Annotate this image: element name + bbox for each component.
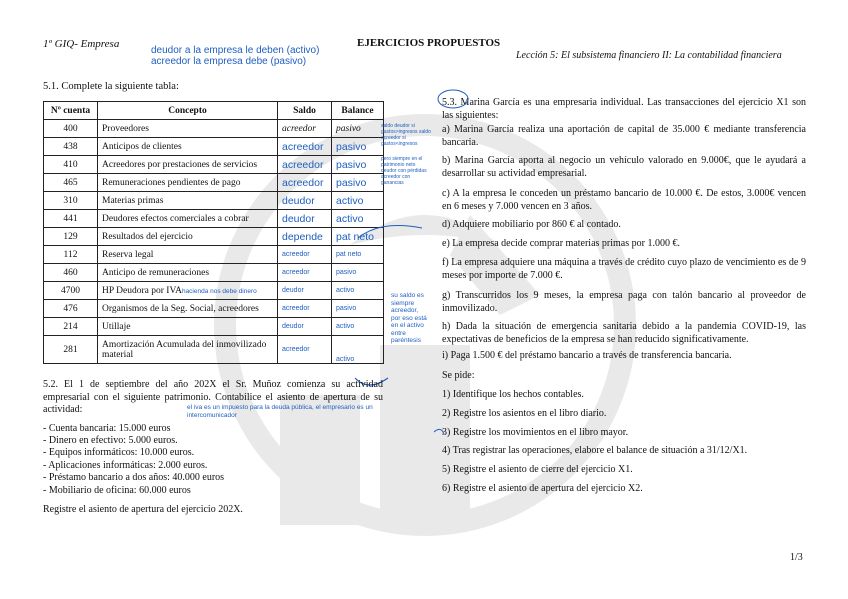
cell-concept: Acreedores por prestaciones de servicios bbox=[98, 156, 278, 174]
ex53-task-6: 6) Registre el asiento de apertura del ejercicio X2. bbox=[442, 483, 643, 494]
ex53-task-1: 1) Identifique los hechos contables. bbox=[442, 389, 584, 400]
cell-saldo: acreedor bbox=[278, 300, 332, 318]
ex53-item-c: c) A la empresa le conceden un préstamo bancario de 10.000 €. De estos, 3.000€ vencen en 6 meses y 7.000 vencen en 3 años. bbox=[442, 188, 806, 212]
cell-balance: activo bbox=[332, 192, 384, 210]
cell-concept: Reserva legal bbox=[98, 246, 278, 264]
cell-concept: Utillaje bbox=[98, 318, 278, 336]
handwritten-arrows bbox=[340, 200, 450, 400]
ex53-item-b: b) Marina García aporta al negocio un vehículo valorado en 9.000€, que le ayudará a desarrollar su actividad empresarial. bbox=[442, 155, 806, 179]
ex53-task-4: 4) Tras registrar las operaciones, elabore el balance de situación a 31/12/X1. bbox=[442, 445, 748, 456]
cell-balance: pasivo bbox=[332, 174, 384, 192]
table-row bbox=[44, 336, 384, 364]
cell-num: 112 bbox=[44, 246, 98, 264]
table-row bbox=[44, 228, 384, 246]
cell-num: 129 bbox=[44, 228, 98, 246]
handwritten-note-acreedor: acreedor la empresa debe (pasivo) bbox=[151, 56, 307, 67]
table-row bbox=[44, 192, 384, 210]
cell-num: 410 bbox=[44, 156, 98, 174]
cell-saldo: acreedor bbox=[278, 264, 332, 282]
cell-balance: pasivo bbox=[332, 138, 384, 156]
cell-saldo: acreedor bbox=[278, 336, 332, 364]
ex53-item-i: i) Paga 1.500 € del préstamo bancario a través de transferencia bancaria. bbox=[442, 350, 732, 361]
cell-saldo: deudor bbox=[278, 210, 332, 228]
page-title: EJERCICIOS PROPUESTOS bbox=[357, 37, 501, 49]
cell-num: 460 bbox=[44, 264, 98, 282]
cell-saldo: acreedor bbox=[278, 156, 332, 174]
circle-mark bbox=[436, 88, 470, 110]
ex52-closing: Registre el asiento de apertura del ejercicio 202X. bbox=[43, 504, 243, 515]
ex53-se-pide: Se pide: bbox=[442, 370, 475, 381]
concept-text: HP Deudora por IVA bbox=[102, 285, 182, 296]
side-note-patrimonio: pero siempre en el patrimonio neto deudor con pérdidas acreedor con ganancias bbox=[381, 156, 427, 186]
col-header-balance: Balance bbox=[332, 102, 384, 120]
ex53-item-f: f) La empresa adquiere una máquina a través de crédito cuyo plazo de vencimiento es de 9 meses por importe de 7.000 €. bbox=[442, 257, 806, 281]
ex52-item: - Cuenta bancaria: 15.000 euros bbox=[43, 423, 171, 434]
ex53-task-3: 3) Registre los movimientos en el libro mayor. bbox=[442, 427, 629, 438]
cell-concept: Remuneraciones pendientes de pago bbox=[98, 174, 278, 192]
ex53-task-5: 5) Registre el asiento de cierre del ejercicio X1. bbox=[442, 464, 633, 475]
cell-concept: Anticipos de clientes bbox=[98, 138, 278, 156]
ex53-item-h: h) Dada la situación de emergencia sanitaria debido a la pandemia COVID-19, las expectativas de beneficios de la empresa se han reducido significativamente. bbox=[442, 321, 806, 345]
cell-balance: pasivo bbox=[332, 264, 384, 282]
cell-saldo: deudor bbox=[278, 318, 332, 336]
table-row bbox=[44, 300, 384, 318]
col-header-concept: Concepto bbox=[98, 102, 278, 120]
accounts-table bbox=[43, 101, 384, 364]
cell-balance: activo bbox=[332, 336, 384, 364]
cell-num: 441 bbox=[44, 210, 98, 228]
cell-concept: Organismos de la Seg. Social, acreedores bbox=[98, 300, 278, 318]
cell-balance: activo bbox=[332, 210, 384, 228]
cell-concept: Materias primas bbox=[98, 192, 278, 210]
ex52-iva-note: el iva es un impuesto para la deuda pública, el empresario es un intercomunicador bbox=[187, 404, 373, 419]
side-note-resultados: saldo deudor si gastos>ingresos saldo acreedor si gastos<ingresos bbox=[381, 123, 431, 147]
ex52-item: - Equipos informáticos: 10.000 euros. bbox=[43, 447, 195, 458]
ex53-item-d: d) Adquiere mobiliario por 860 € al contado. bbox=[442, 219, 621, 230]
cell-num: 214 bbox=[44, 318, 98, 336]
cell-balance: activo bbox=[332, 282, 384, 300]
cell-balance: pat neto bbox=[332, 228, 384, 246]
ex53-item-g: g) Transcurridos los 9 meses, la empresa paga con talón bancario al proveedor de inmovilizado. bbox=[442, 290, 806, 314]
cell-saldo: deudor bbox=[278, 282, 332, 300]
course-label: 1º GIQ- Empresa bbox=[43, 38, 120, 50]
table-row bbox=[44, 210, 384, 228]
side-note-amortizacion: su saldo es siempre acreedor, por eso está en el activo entre paréntesis bbox=[391, 292, 427, 344]
check-mark bbox=[432, 424, 450, 442]
ex52-item: - Mobiliario de oficina: 60.000 euros bbox=[43, 485, 191, 496]
ex52-item: - Dinero en efectivo: 5.000 euros. bbox=[43, 435, 178, 446]
cell-num: 476 bbox=[44, 300, 98, 318]
cell-balance: pasivo bbox=[332, 300, 384, 318]
cell-num: 465 bbox=[44, 174, 98, 192]
concept-note: hacienda nos debe dinero bbox=[181, 287, 257, 295]
cell-num: 438 bbox=[44, 138, 98, 156]
cell-saldo: deudor bbox=[278, 192, 332, 210]
table-row bbox=[44, 156, 384, 174]
table-row bbox=[44, 318, 384, 336]
cell-saldo: acreedor bbox=[278, 138, 332, 156]
cell-saldo: depende bbox=[278, 228, 332, 246]
cell-concept: Deudores efectos comerciales a cobrar bbox=[98, 210, 278, 228]
cell-num: 4700 bbox=[44, 282, 98, 300]
table-row bbox=[44, 264, 384, 282]
table-header-row bbox=[44, 102, 384, 120]
cell-saldo: acreedor bbox=[278, 246, 332, 264]
table-row bbox=[44, 138, 384, 156]
cell-balance: pasivo bbox=[332, 120, 384, 138]
cell-concept bbox=[98, 282, 278, 300]
ex51-title: 5.1. Complete la siguiente tabla: bbox=[43, 81, 179, 92]
cell-saldo: acreedor bbox=[278, 174, 332, 192]
table-row bbox=[44, 282, 384, 300]
table-row bbox=[44, 174, 384, 192]
cell-concept: Proveedores bbox=[98, 120, 278, 138]
cell-num: 310 bbox=[44, 192, 98, 210]
cell-num: 400 bbox=[44, 120, 98, 138]
ex52-item: - Aplicaciones informáticas: 2.000 euros. bbox=[43, 460, 208, 471]
cell-num: 281 bbox=[44, 336, 98, 364]
page-number: 1/3 bbox=[790, 552, 803, 563]
table-row bbox=[44, 120, 384, 138]
cell-saldo: acreedor bbox=[278, 120, 332, 138]
ex53-item-a: a) Marina García realiza una aportación de capital de 35.000 € mediante transferencia bancaria. bbox=[442, 124, 806, 148]
cell-balance: activo bbox=[332, 318, 384, 336]
ex53-task-2: 2) Registre los asientos en el libro diario. bbox=[442, 408, 607, 419]
handwritten-note-deudor: deudor a la empresa le deben (activo) bbox=[151, 45, 320, 56]
ex52-item: - Préstamo bancario a dos años: 40.000 euros bbox=[43, 472, 225, 483]
ex53-intro: 5.3. Marina García es una empresaria individual. Las transacciones del ejercicio X1 son las siguientes: bbox=[442, 97, 806, 121]
col-header-num: Nº cuenta bbox=[44, 102, 98, 120]
table-row bbox=[44, 246, 384, 264]
cell-concept: Resultados del ejercicio bbox=[98, 228, 278, 246]
ex52-intro: 5.2. El 1 de septiembre del año 202X el Sr. Muñoz comienza su actividad empresarial con el siguiente patrimonio. Contabilice el asiento de apertura de su actividad: bbox=[43, 379, 383, 415]
col-header-saldo: Saldo bbox=[278, 102, 332, 120]
cell-balance: pat neto bbox=[332, 246, 384, 264]
ex53-item-e: e) La empresa decide comprar materias primas por 1.000 €. bbox=[442, 238, 680, 249]
lesson-label: Lección 5: El subsistema financiero II: La contabilidad financiera bbox=[516, 50, 782, 61]
cell-balance: pasivo bbox=[332, 156, 384, 174]
cell-concept: Amortización Acumulada del inmovilizado material bbox=[98, 336, 278, 364]
cell-concept: Anticipo de remuneraciones bbox=[98, 264, 278, 282]
